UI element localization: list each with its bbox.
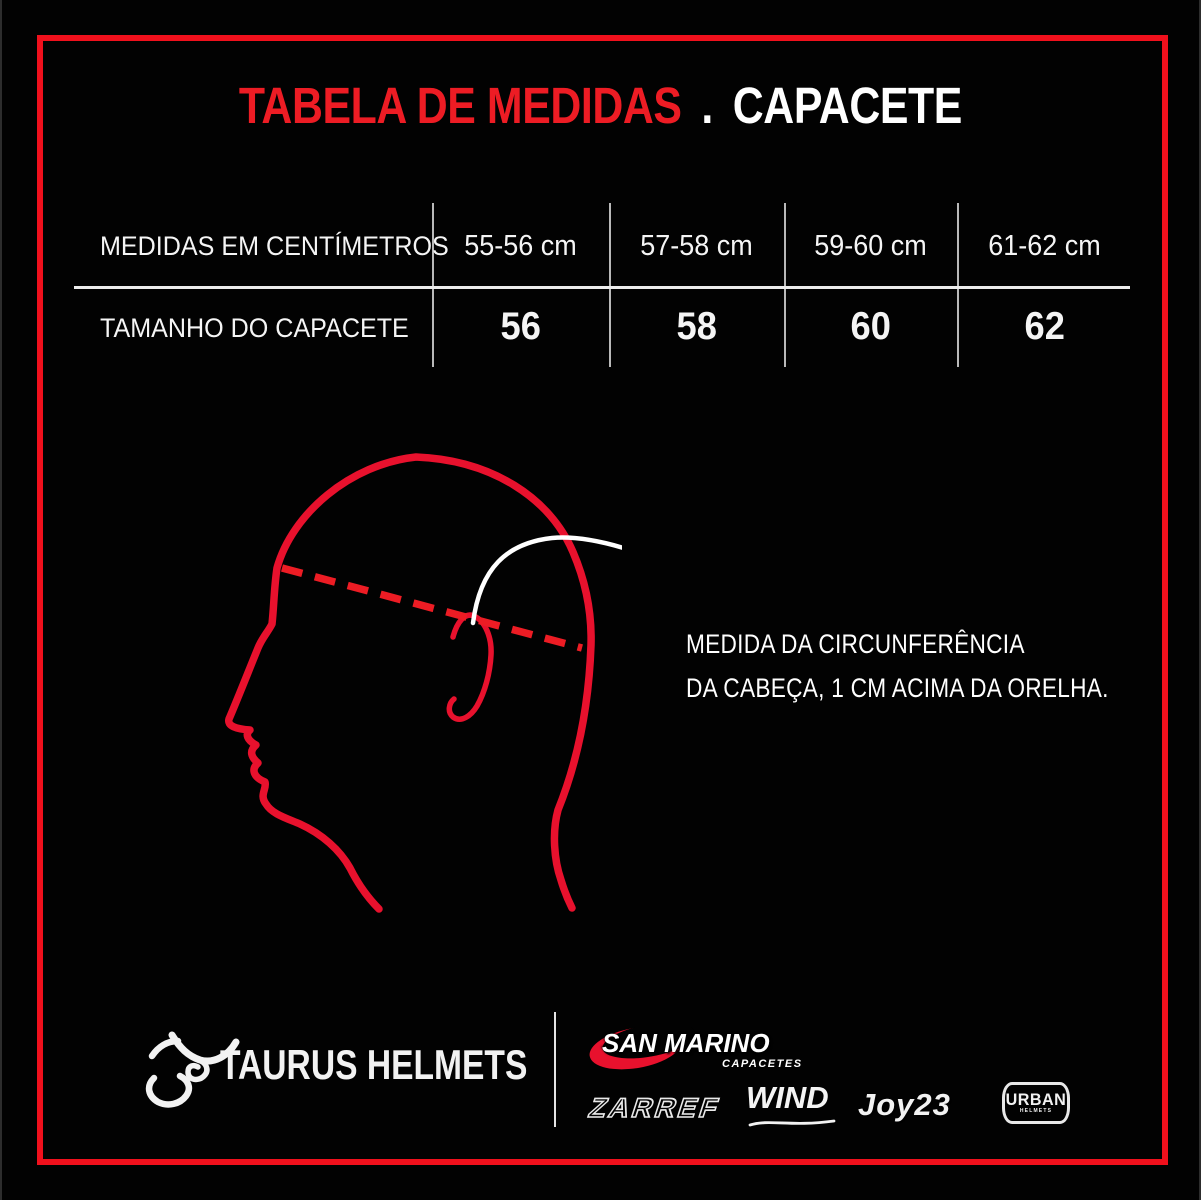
urban-helmets-badge — [1002, 1082, 1070, 1124]
ear-outline — [449, 615, 491, 719]
taurus-helmets-logo-text: TAURUS HELMETS — [220, 1041, 528, 1088]
title-separator-dot: . — [701, 77, 714, 134]
title-red-part: TABELA DE MEDIDAS — [238, 77, 682, 134]
table-header-cell-2: 57-58 cm — [640, 230, 753, 262]
pointer-arrow-curve — [473, 538, 622, 623]
wind-logo — [746, 1080, 838, 1116]
san-marino-logo — [586, 1018, 801, 1076]
page-title-text — [239, 78, 962, 134]
urban-badge-subtitle: HELMETS — [1019, 1107, 1053, 1114]
table-header-cell-4: 61-62 cm — [988, 230, 1101, 262]
head-outline — [229, 457, 591, 909]
table-row1-label: MEDIDAS EM CENTÍMETROS — [100, 231, 449, 261]
table-size-cell-4: 62 — [1024, 305, 1065, 348]
table-size-cell-2: 58 — [676, 305, 717, 348]
san-marino-name: SAN MARINO — [602, 1028, 770, 1058]
table-row-divider — [74, 286, 1130, 289]
measurement-note — [686, 622, 1189, 710]
table-size-cell-1: 56 — [500, 305, 541, 348]
wind-underline-swoosh — [748, 1118, 836, 1128]
note-line1: MEDIDA DA CIRCUNFERÊNCIA — [686, 629, 1025, 659]
zarref-logo: ZARREF — [585, 1093, 725, 1123]
san-marino-subtitle: CAPACETES — [722, 1058, 803, 1070]
table-header-cell-3: 59-60 cm — [814, 230, 927, 262]
urban-badge-name: URBAN — [1005, 1089, 1067, 1109]
footer-divider-line — [554, 1012, 556, 1127]
note-line2: DA CABEÇA, 1 CM ACIMA DA ORELHA. — [686, 673, 1109, 703]
table-size-cell-3: 60 — [850, 305, 891, 348]
title-white-part: CAPACETE — [732, 77, 963, 134]
wind-logo-text: WIND — [746, 1080, 829, 1115]
joy23-logo: Joy23 — [858, 1087, 951, 1122]
table-row2-label: TAMANHO DO CAPACETE — [100, 313, 409, 343]
page-title — [2, 78, 1199, 134]
head-profile-illustration — [202, 440, 622, 920]
circumference-dashed-line — [282, 568, 582, 648]
table-header-cell-1: 55-56 cm — [464, 230, 577, 262]
